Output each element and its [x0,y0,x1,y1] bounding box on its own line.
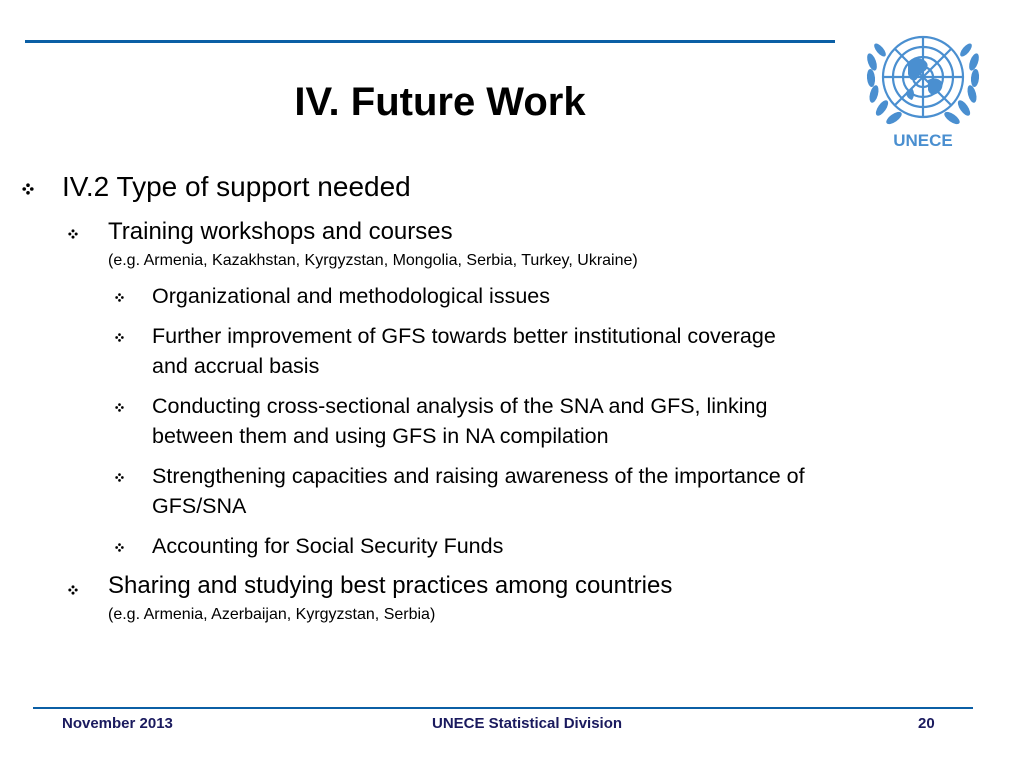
footer-organization: UNECE Statistical Division [432,715,623,732]
diamond-bullet-icon [115,543,124,552]
level1-heading: IV.2 Type of support needed [62,171,411,202]
footer-date: November 2013 [62,715,173,732]
list-item-continuation: and accrual basis [152,354,320,378]
unece-logo [862,22,984,152]
diamond-bullet-icon [115,473,124,482]
bottom-divider [33,707,973,709]
diamond-bullet-icon [68,229,78,239]
list-item: Accounting for Social Security Funds [152,534,504,558]
sharing-label: Sharing and studying best practices among countries [108,572,673,599]
logo-caption: UNECE [893,131,953,150]
list-item-continuation: GFS/SNA [152,494,247,518]
sharing-note: (e.g. Armenia, Azerbaijan, Kyrgyzstan, Serbia) [108,606,436,623]
slide-title: IV. Future Work [294,80,586,124]
un-emblem-icon [862,22,984,152]
diamond-bullet-icon [115,293,124,302]
training-label: Training workshops and courses [108,218,453,245]
list-item: Further improvement of GFS towards better institutional coverage [152,324,776,348]
footer-page-number: 20 [918,715,935,732]
diamond-bullet-icon [115,333,124,342]
top-divider [25,40,835,43]
diamond-bullet-icon [22,183,34,195]
list-item: Organizational and methodological issues [152,284,550,308]
list-item: Conducting cross-sectional analysis of the SNA and GFS, linking [152,394,768,418]
diamond-bullet-icon [68,585,78,595]
training-note: (e.g. Armenia, Kazakhstan, Kyrgyzstan, Mongolia, Serbia, Turkey, Ukraine) [108,252,638,269]
list-item-continuation: between them and using GFS in NA compilation [152,424,609,448]
list-item: Strengthening capacities and raising awareness of the importance of [152,464,805,488]
diamond-bullet-icon [115,403,124,412]
